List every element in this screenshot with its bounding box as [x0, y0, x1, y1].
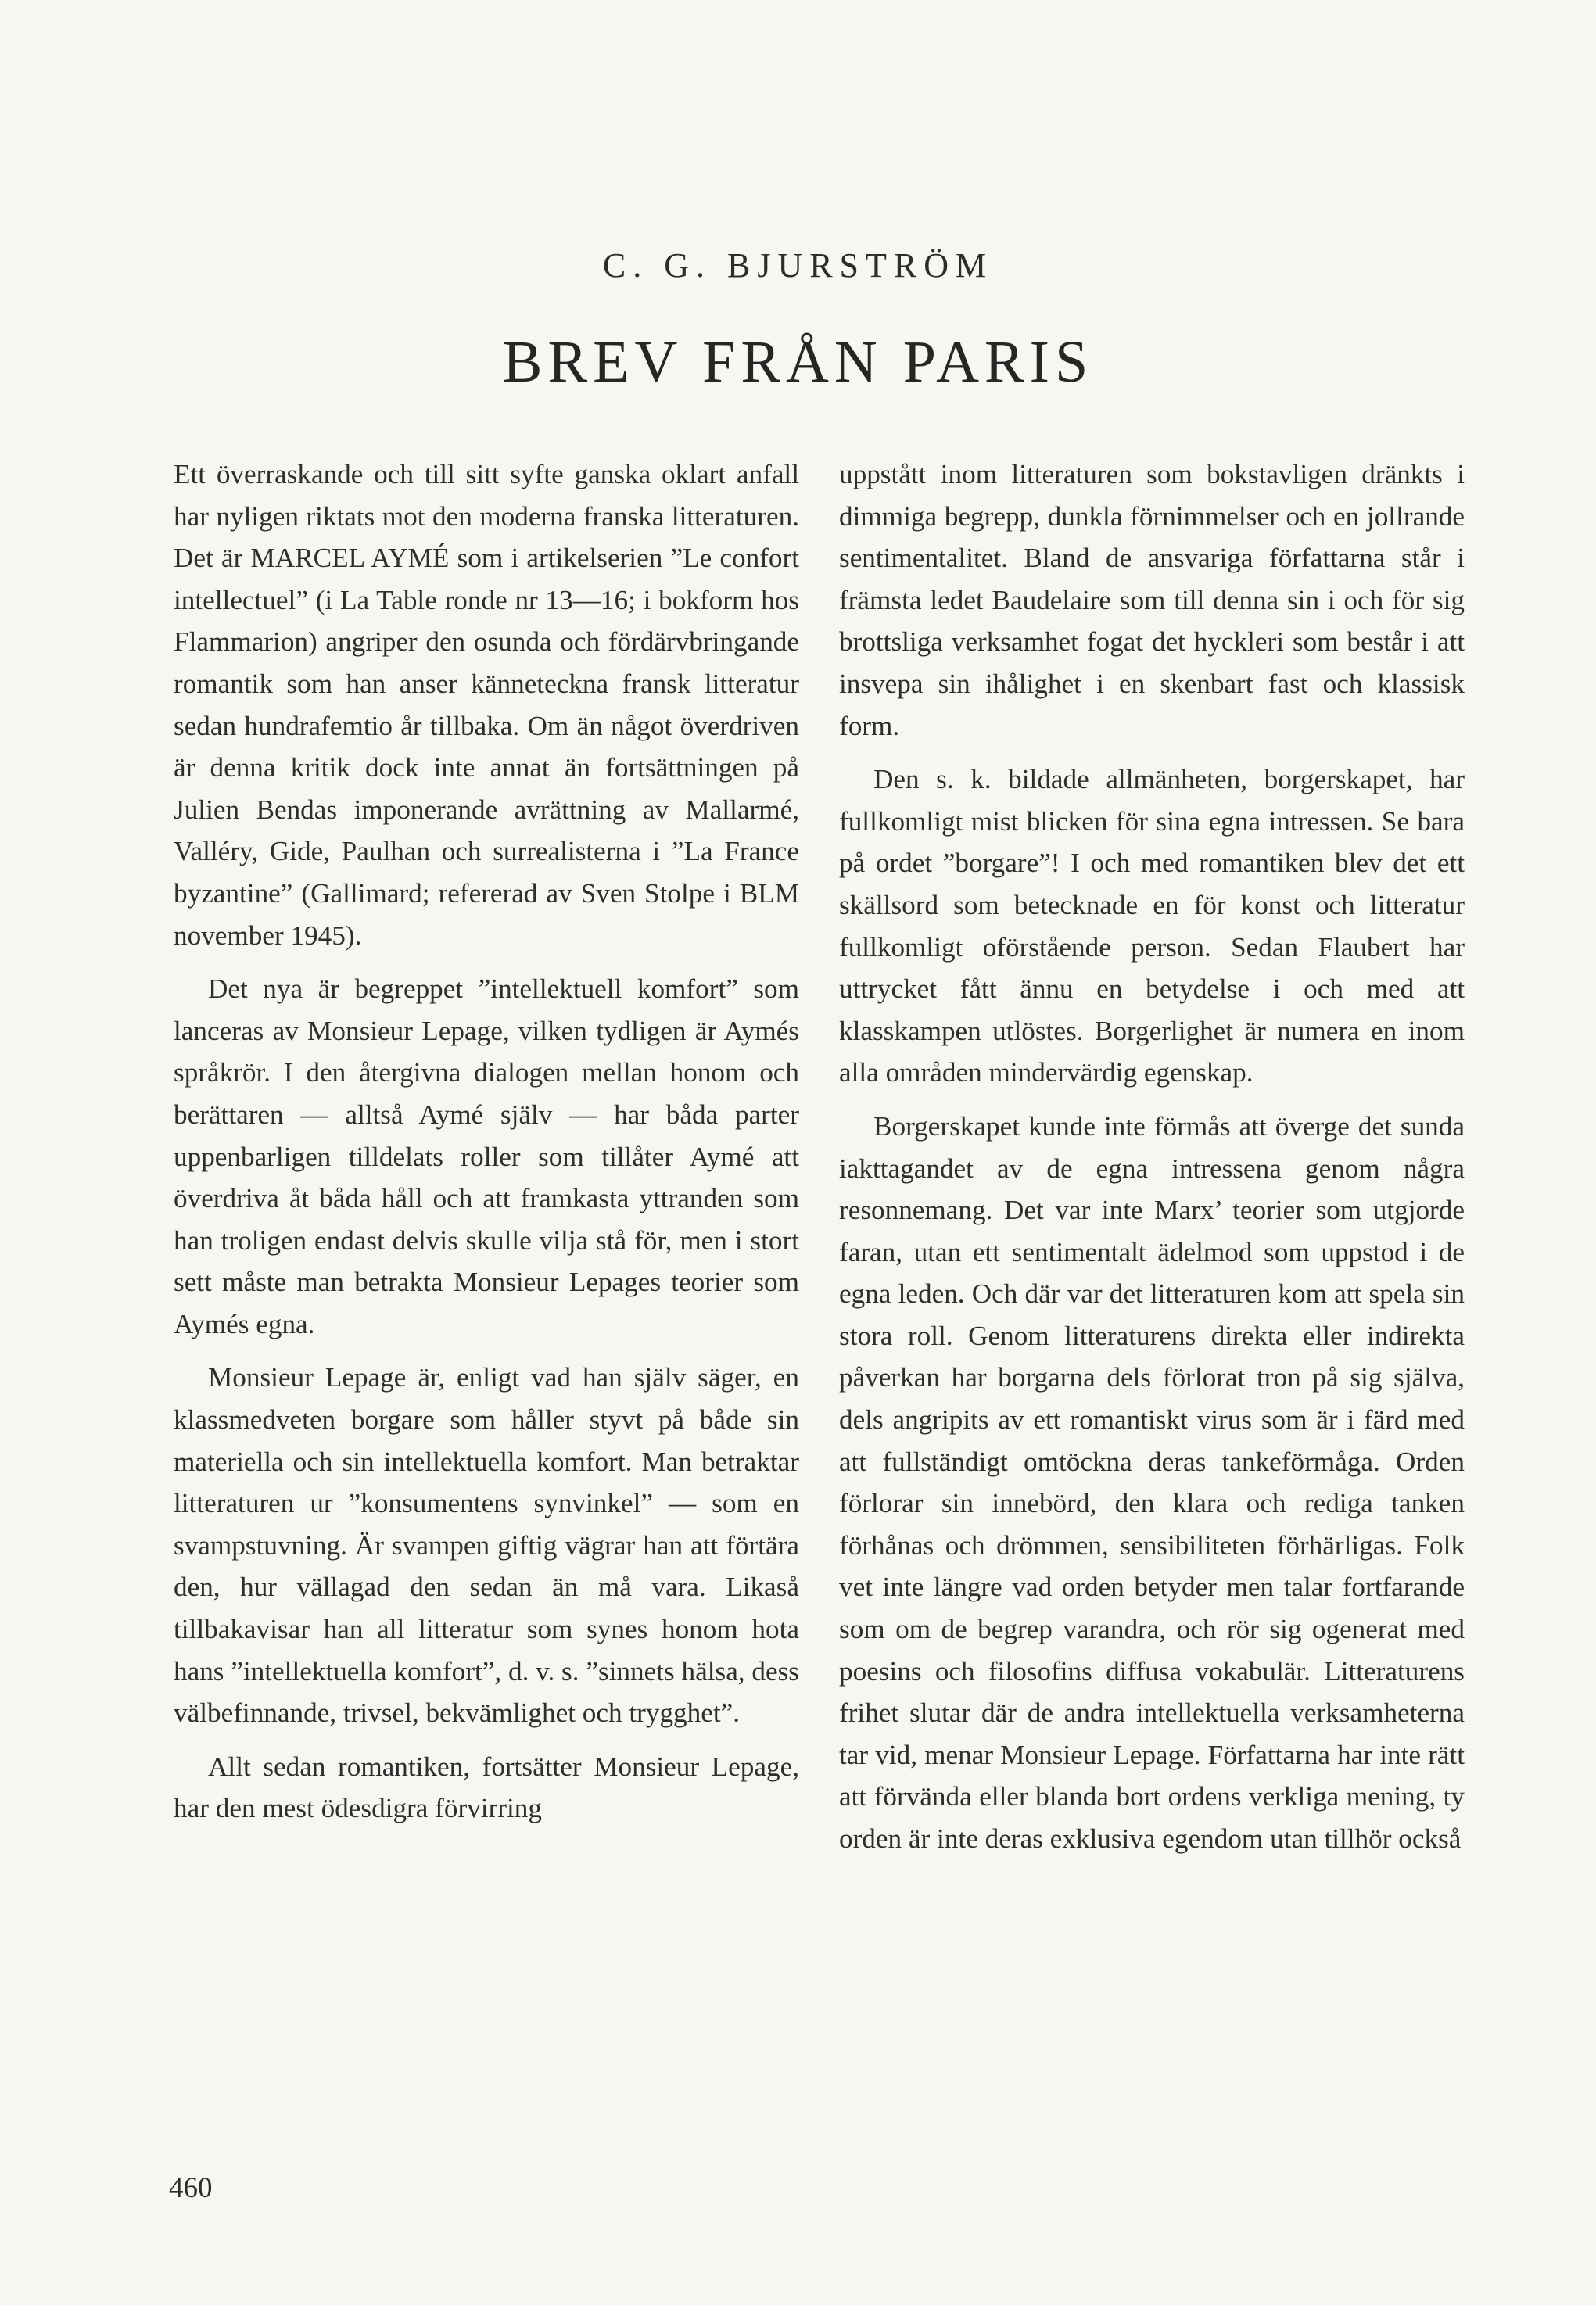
- paragraph: Borgerskapet kunde inte förmås att överge det sunda iakttagandet av de egna intressena genom några resonnemang. Det var inte Marx’ teorier som utgjorde faran, utan ett sentimentalt ädelmod som uppstod i de egna leden. Och där var det litteraturen kom att spela sin stora roll. Genom litteraturens direkta eller indirekta påverkan har borgarna dels förlorat tron på sig själva, dels angripits av ett romantiskt virus som är i färd med att fullständigt omtöckna deras tankeförmåga. Orden förlorar sin innebörd, den klara och rediga tanken förhånas och drömmen, sensibiliteten förhärligas. Folk vet inte längre vad orden betyder men talar fortfarande som om de begrep varandra, och rör sig ogenerat med poesins och filosofins diffusa vokabulär. Litteraturens frihet slutar där de andra intellektuella verksamheterna tar vid, menar Monsieur Lepage. Författarna har inte rätt att förvända eller blanda bort ordens verkliga mening, ty orden är inte deras exklusiva egendom utan tillhör också: [839, 1110, 1465, 1854]
- paragraph: uppstått inom litteraturen som bokstavligen dränkts i dimmiga begrepp, dunkla förnimmelser och en jollrande sentimentalitet. Bland de ansvariga författarna står i främsta ledet Baudelaire som till denna sin i och för sig brottsliga verksamhet fogat det hyckleri som består i att insvepa sin ihålighet i en skenbart fast och klassisk form.: [839, 459, 1465, 741]
- paragraph: Det nya är begreppet ”intellektuell komfort” som lanceras av Monsieur Lepage, vilken tydligen är Aymés språkrör. I den återgivna dialogen mellan honom och berättaren — alltså Aymé själv — har båda parter uppenbarligen tilldelats roller som tillåter Aymé att överdriva åt båda håll och att framkasta yttranden som han troligen endast delvis skulle vilja stå för, men i stort sett måste man betrakta Monsieur Lepages teorier som Aymés egna.: [174, 973, 799, 1339]
- text-column-left: [174, 453, 799, 1841]
- article-title: BREV FRÅN PARIS: [502, 329, 1094, 395]
- paragraph: Ett överraskande och till sitt syfte ganska oklart anfall har nyligen riktats mot den moderna franska litteraturen. Det är MARCEL AYMÉ som i artikelserien ”Le confort intellectuel” (i La Table ronde nr 13—16; i bokform hos Flammarion) angriper den osunda och fördärvbringande romantik som han anser känneteckna fransk litteratur sedan hundrafemtio år tillbaka. Om än något överdriven är denna kritik dock inte annat än fortsättningen på Julien Bendas imponerande avrättning av Mallarmé, Valléry, Gide, Paulhan och surrealisterna i ”La France byzantine” (Gallimard; refererad av Sven Stolpe i BLM november 1945).: [174, 459, 799, 951]
- paragraph: Allt sedan romantiken, fortsätter Monsieur Lepage, har den mest ödesdigra förvirring: [174, 1751, 799, 1824]
- paragraph: Monsieur Lepage är, enligt vad han själv säger, en klassmedveten borgare som håller styvt på både sin materiella och sin intellektuella komfort. Man betraktar litteraturen ur ”konsumentens synvinkel” — som en svampstuvning. Är svampen giftig vägrar han att förtära den, hur vällagad den sedan än må vara. Likaså tillbakavisar han all litteratur som synes honom hota hans ”intellektuella komfort”, d. v. s. ”sinnets hälsa, dess välbefinnande, trivsel, bekvämlighet och trygghet”.: [174, 1362, 799, 1729]
- text-column-right: [839, 453, 1465, 1872]
- article-author: C. G. BJURSTRÖM: [602, 246, 994, 285]
- page-number: 460: [169, 2172, 213, 2204]
- paragraph: Den s. k. bildade allmänheten, borgerskapet, har fullkomligt mist blicken för sina egna intressen. Se bara på ordet ”borgare”! I och med romantiken blev det ett skällsord som betecknade en för konst och litteratur fullkomligt oförstående person. Sedan Flaubert har uttrycket fått ännu en betydelse i och med att klasskampen utlöstes. Borgerlighet är numera en inom alla områden mindervärdig egenskap.: [839, 764, 1465, 1088]
